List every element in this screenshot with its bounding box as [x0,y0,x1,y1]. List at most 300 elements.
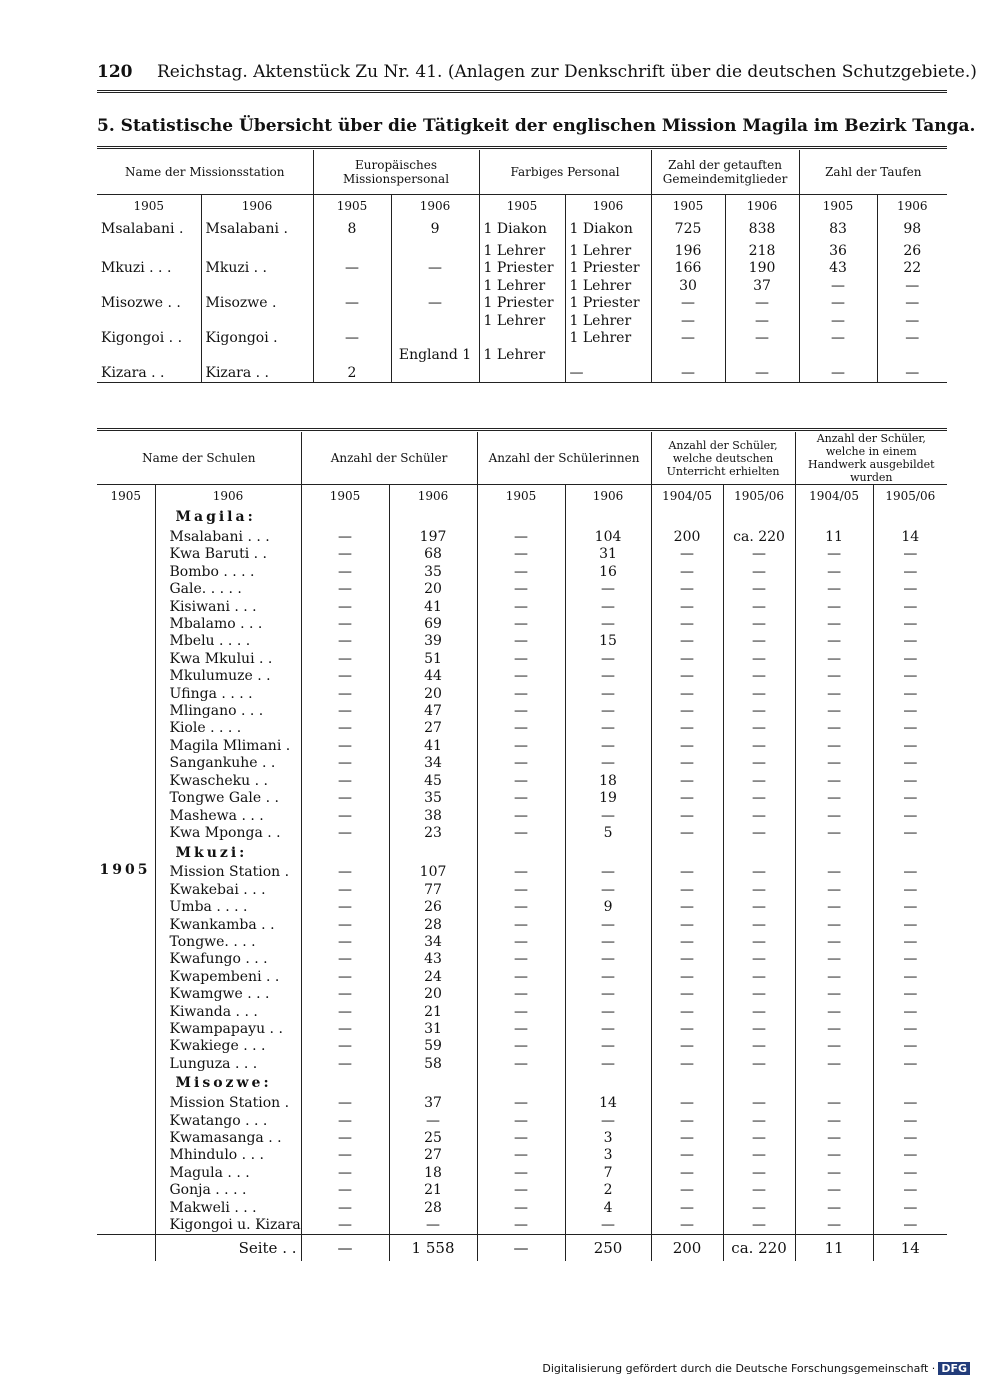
table-cell [391,365,479,383]
table-cell [565,347,651,364]
table-cell: 68 [389,546,477,563]
empty-cell [795,1073,873,1095]
school-name: Mbelu . . . . [155,633,301,650]
table-cell: — [723,581,795,598]
table-cell: 196 [651,243,725,260]
table-cell: — [799,295,877,312]
table-cell: — [795,738,873,755]
table-cell: — [723,825,795,842]
table-cell: — [795,917,873,934]
school-name: Mkulumuze . . [155,668,301,685]
table-cell: — [565,1038,651,1055]
year-header: 1906 [201,195,313,218]
table-cell: 7 [565,1165,651,1182]
table-cell: 18 [389,1165,477,1182]
table-cell: — [795,686,873,703]
table-cell: — [651,599,723,616]
table-cell: 28 [389,917,477,934]
table-cell: 1 Diakon [565,217,651,243]
table-cell: 27 [389,1147,477,1164]
total-cell: 11 [795,1235,873,1262]
table-cell: — [651,1056,723,1073]
table-cell: 38 [389,808,477,825]
table-cell: — [651,899,723,916]
table-cell: — [565,651,651,668]
table-row [97,1021,947,1038]
table-cell: — [301,1200,389,1217]
table-cell: — [723,738,795,755]
table-cell: 31 [389,1021,477,1038]
table-cell: — [477,951,565,968]
table-row [97,1038,947,1055]
table-cell: 5 [565,825,651,842]
school-name: Kigongoi u. Kizara [155,1217,301,1235]
table-cell: — [795,616,873,633]
table-cell: — [651,825,723,842]
year-header: 1906 [565,485,651,508]
table-row [97,917,947,934]
table-cell: 26 [877,243,947,260]
table-row [97,295,947,312]
table-cell: — [795,1147,873,1164]
table-cell: 14 [873,529,947,546]
header-members: Zahl der getauften Gemeindemitglieder [651,150,799,195]
school-name: Msalabani . . . [155,529,301,546]
empty-cell [565,1073,651,1095]
table-cell: — [301,1217,389,1235]
table-cell: — [565,808,651,825]
table-cell: 26 [389,899,477,916]
table-cell: — [723,546,795,563]
table-cell: — [301,1095,389,1112]
table-cell [97,243,201,260]
table-cell: 21 [389,1182,477,1199]
school-name: Lunguza . . . [155,1056,301,1073]
year-header: 1906 [389,485,477,508]
school-name: Kwankamba . . [155,917,301,934]
header-girls: Anzahl der Schülerinnen [477,432,651,485]
table-cell: — [795,1200,873,1217]
table-cell: — [301,1182,389,1199]
table-cell: — [873,1056,947,1073]
table-cell: 98 [877,217,947,243]
table-row [97,703,947,720]
table-cell: — [301,773,389,790]
table-cell: — [795,703,873,720]
table-cell: — [565,668,651,685]
header-station: Name der Missionsstation [125,165,285,179]
table-cell: — [873,969,947,986]
table-cell: — [873,1130,947,1147]
school-name: Kiole . . . . [155,720,301,737]
table-cell: — [795,1165,873,1182]
table-cell: — [477,755,565,772]
table-row [97,825,947,842]
year-header: 1905 [477,485,565,508]
table-cell: — [301,720,389,737]
table-cell: 166 [651,260,725,277]
table-cell: — [651,934,723,951]
table-cell: — [477,1113,565,1130]
table-cell: — [873,738,947,755]
table-cell: 41 [389,599,477,616]
table-cell: 1 Lehrer [565,313,651,330]
table-row [97,243,947,260]
empty-cell [565,842,651,864]
group-name: Magila: [155,507,301,529]
total-cell: 250 [565,1235,651,1262]
table-row [97,581,947,598]
table-row [97,546,947,563]
table-cell: — [651,790,723,807]
table-cell: — [477,917,565,934]
school-name: Tongwe Gale . . [155,790,301,807]
table-cell: — [301,564,389,581]
table-cell: — [565,934,651,951]
empty-cell [723,1073,795,1095]
table-cell [201,347,313,364]
table-row [97,986,947,1003]
empty-cell [477,842,565,864]
table-cell: — [301,1130,389,1147]
table-cell: — [313,330,391,347]
table-cell: — [651,564,723,581]
table-cell: — [795,790,873,807]
table-row [97,686,947,703]
table-cell: — [723,1004,795,1021]
table-cell: — [873,882,947,899]
year-header: 1905 [651,195,725,218]
table-cell: — [795,1095,873,1112]
table-cell: 1 Priester [565,295,651,312]
table-row [97,668,947,685]
table-cell [201,313,313,330]
table-cell: — [723,1038,795,1055]
year-header: 1905 [479,195,565,218]
table-cell: — [301,546,389,563]
table-cell: Msalabani . [101,221,184,238]
table-cell: 34 [389,934,477,951]
table-cell: — [565,1113,651,1130]
table-cell: — [565,755,651,772]
table-cell: — [477,616,565,633]
table-cell: 725 [651,217,725,243]
table-cell: 1 Priester [479,260,565,277]
year-header: 1904/05 [795,485,873,508]
table-row [97,365,947,383]
table-row [97,934,947,951]
table-row [97,599,947,616]
year-header: 1906 [565,195,651,218]
table-cell: — [873,668,947,685]
table-cell: 47 [389,703,477,720]
table-cell: — [565,882,651,899]
table-cell: — [795,546,873,563]
table-cell: — [877,313,947,330]
table-cell: 37 [725,278,799,295]
school-name: Mbalamo . . . [155,616,301,633]
table-cell: 22 [877,260,947,277]
table-cell: — [873,1038,947,1055]
table-cell: — [301,986,389,1003]
empty-cell [565,507,651,529]
table-cell: 18 [565,773,651,790]
table-row [97,808,947,825]
table-cell: — [651,1200,723,1217]
table-cell: — [301,1147,389,1164]
table-cell: — [725,313,799,330]
table1-top-rule [97,146,947,149]
table-cell: — [301,581,389,598]
table-cell: — [301,1056,389,1073]
table-cell: — [477,825,565,842]
table-cell: 107 [389,864,477,881]
table-cell: — [799,365,877,383]
page-title: 5. Statistische Übersicht über die Tätigkeit der englischen Mission Magila im Bezirk Tanga. [97,116,976,136]
table-cell: — [873,934,947,951]
table-cell: — [651,755,723,772]
table-cell: — [723,1056,795,1073]
table-cell: — [301,899,389,916]
table-cell: — [651,1130,723,1147]
table-cell: — [301,668,389,685]
total-label: Seite . . [155,1235,301,1262]
table-cell: — [651,1095,723,1112]
school-name: Kisiwani . . . [155,599,301,616]
table-cell: — [565,951,651,968]
table-row [97,969,947,986]
table-cell: — [477,1130,565,1147]
empty-cell [651,1073,723,1095]
table-cell: — [725,295,799,312]
table-row [97,1095,947,1112]
table-cell: — [313,260,391,277]
table-cell: — [565,599,651,616]
table-row [97,1147,947,1164]
table-cell [313,347,391,364]
year-header: 1905 [799,195,877,218]
table-cell: — [477,1200,565,1217]
table-cell [201,278,313,295]
table-cell: 20 [389,986,477,1003]
table-cell: — [873,1165,947,1182]
table-row [97,633,947,650]
school-name: Tongwe. . . . [155,934,301,951]
table-row [97,1004,947,1021]
empty-cell [723,507,795,529]
empty-cell [301,842,389,864]
table-cell: — [723,1113,795,1130]
running-title: Reichstag. Aktenstück Zu Nr. 41. (Anlagen zur Denkschrift über die deutschen Schutzgebiete.) [157,62,977,82]
table-cell: 51 [389,651,477,668]
table-cell: — [651,1182,723,1199]
table-cell: — [651,1004,723,1021]
table-cell: Msalabani . [201,217,313,243]
table-cell: — [795,808,873,825]
dfg-logo: DFG [938,1362,970,1375]
header-pupils: Anzahl der Schüler [301,432,477,485]
table-cell: — [795,986,873,1003]
table-cell: 1 Lehrer [479,347,565,364]
table-cell: — [873,1004,947,1021]
empty-cell [477,1073,565,1095]
table-cell: — [877,365,947,383]
school-name: Mashewa . . . [155,808,301,825]
table-cell: — [873,1217,947,1235]
table-cell: — [873,1095,947,1112]
table-row [97,616,947,633]
table-cell: — [723,686,795,703]
table-cell: — [795,1056,873,1073]
table-cell: — [565,1021,651,1038]
table-cell: — [795,1130,873,1147]
table-cell: — [477,564,565,581]
school-name: Magula . . . [155,1165,301,1182]
table-cell: — [391,295,479,312]
table-cell [479,330,565,347]
school-name: Magila Mlimani . [155,738,301,755]
table-cell: 1 Lehrer [479,278,565,295]
table-cell: — [389,1217,477,1235]
table-cell: — [301,808,389,825]
table-cell: — [301,616,389,633]
table-cell: — [301,651,389,668]
table-cell [725,347,799,364]
school-name: Kwa Baruti . . [155,546,301,563]
table-cell: 1 Priester [479,295,565,312]
header-craft: Anzahl der Schüler, welche in einem Handwerk ausgebildet wurden [795,432,947,485]
table-row [97,313,947,330]
table-row [97,1130,947,1147]
table-cell: — [651,1165,723,1182]
year-header: 1906 [877,195,947,218]
table-cell: — [723,899,795,916]
table-cell: — [301,529,389,546]
table-cell: 1 Lehrer [565,330,651,347]
table-cell: 45 [389,773,477,790]
table-cell: — [477,529,565,546]
empty-cell [389,842,477,864]
table-cell: — [723,1147,795,1164]
table-cell: — [477,668,565,685]
table-cell: — [873,986,947,1003]
year-header: 1905 [313,195,391,218]
school-name: Kwatango . . . [155,1113,301,1130]
table-cell: — [477,969,565,986]
table-row [97,738,947,755]
table-cell [651,347,725,364]
table-cell: 200 [651,529,723,546]
table-cell [201,243,313,260]
table-cell: — [477,1095,565,1112]
table-cell: — [301,1165,389,1182]
table-row [97,882,947,899]
table-cell: 25 [389,1130,477,1147]
table-cell: — [651,313,725,330]
table-cell: — [477,1182,565,1199]
table-cell: — [477,934,565,951]
header-colored: Farbiges Personal [479,150,651,195]
table-cell: — [565,720,651,737]
school-name: Gonja . . . . [155,1182,301,1199]
year-header: 1905/06 [873,485,947,508]
table-cell: — [723,790,795,807]
header-german: Anzahl der Schüler, welche deutschen Unterricht erhielten [651,432,795,485]
table-cell: — [723,864,795,881]
table-cell: — [799,330,877,347]
table-cell: — [873,864,947,881]
table-cell [97,278,201,295]
table-cell: — [723,882,795,899]
table-cell: — [795,633,873,650]
table-cell: Kizara . . [97,365,201,383]
table-cell: — [795,934,873,951]
table-cell: — [723,917,795,934]
table-cell [391,330,479,347]
table-cell [391,243,479,260]
table-cell [313,243,391,260]
school-name: Kwa Mkului . . [155,651,301,668]
table-cell: — [723,951,795,968]
schools-table [97,432,947,1261]
table-cell: 24 [389,969,477,986]
table-cell: — [301,633,389,650]
header-european: Europäisches Missionspersonal [313,150,479,195]
group-row [97,1073,947,1095]
empty-cell [651,842,723,864]
table-cell: — [877,295,947,312]
table-cell: — [651,365,725,383]
table-cell: 19 [565,790,651,807]
table-cell: 1 Lehrer [565,243,651,260]
missions-table [97,150,947,383]
table-cell: — [477,1004,565,1021]
table-cell: — [795,773,873,790]
table-cell: — [795,951,873,968]
table-cell: 838 [725,217,799,243]
table-cell: — [799,313,877,330]
school-name: Kwapembeni . . [155,969,301,986]
table-cell: — [651,616,723,633]
empty-cell [651,507,723,529]
table-cell: — [873,581,947,598]
table-cell: — [651,295,725,312]
table-cell: 34 [389,755,477,772]
empty-cell [873,842,947,864]
footer-text: Digitalisierung gefördert durch die Deutsche Forschungsgemeinschaft · [542,1362,936,1375]
table-cell: — [723,1165,795,1182]
table-cell: — [477,1056,565,1073]
table-row [97,755,947,772]
school-name: Ufinga . . . . [155,686,301,703]
table-row [97,1200,947,1217]
table-cell: — [301,1038,389,1055]
table-cell: — [877,278,947,295]
empty-cell [723,842,795,864]
table-cell: Misozwe . [201,295,313,312]
empty-cell [97,1235,155,1262]
table-cell: — [477,581,565,598]
table-row [97,1217,947,1235]
table-cell: — [477,899,565,916]
total-cell: — [477,1235,565,1262]
table-cell: — [873,899,947,916]
table-cell: — [651,738,723,755]
table-cell [799,347,877,364]
table-cell: — [873,951,947,968]
table-cell: — [477,651,565,668]
table-cell: 44 [389,668,477,685]
